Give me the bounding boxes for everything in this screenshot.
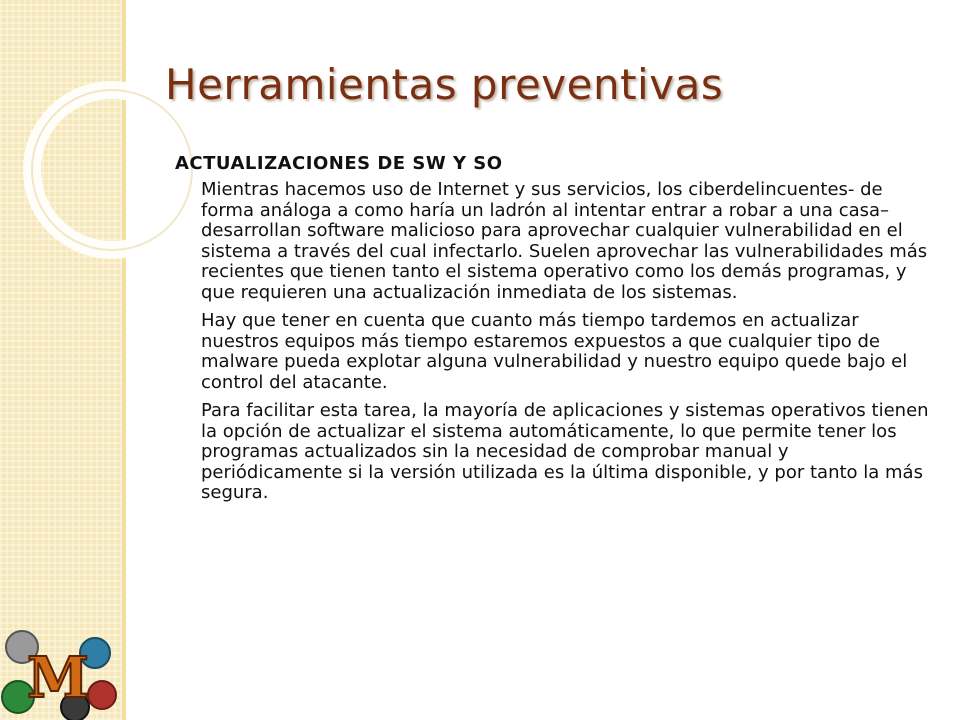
magic-logo-icon [0,625,120,720]
slide-subtitle: ACTUALIZACIONES DE SW Y SO [175,153,503,174]
slide-body [175,153,935,512]
slide-title: Herramientas preventivas [165,60,724,109]
paragraph-1: Mientras hacemos uso de Internet y sus servicios, los ciberdelincuentes- de forma análoga a como haría un ladrón al intentar entrar a robar a una casa– desarrollan software malicioso para aprovechar cualquier vulnerabilidad en el sistema a través del cual infectarlo. Suelen aprovechar las vulnerabilidades más recientes que tienen tanto el sistema operativo como los demás programas, y que requieren una actualización inmediata de los sistemas. [201,179,928,303]
logo-letter: M [27,645,89,711]
paragraph-2: Hay que tener en cuenta que cuanto más tiempo tardemos en actualizar nuestros equipos más tiempo estaremos expuestos a que cualquier tipo de malware pueda explotar alguna vulnerabilidad y nuestro equipo quede bajo el control del atacante. [201,310,908,393]
paragraph-3: Para facilitar esta tarea, la mayoría de aplicaciones y sistemas operativos tienen la opción de actualizar el sistema automáticamente, lo que permite tener los programas actualizados sin la necesidad de comprobar manual y periódicamente si la versión utilizada es la última disponible, y por tanto la más segura. [201,400,929,504]
